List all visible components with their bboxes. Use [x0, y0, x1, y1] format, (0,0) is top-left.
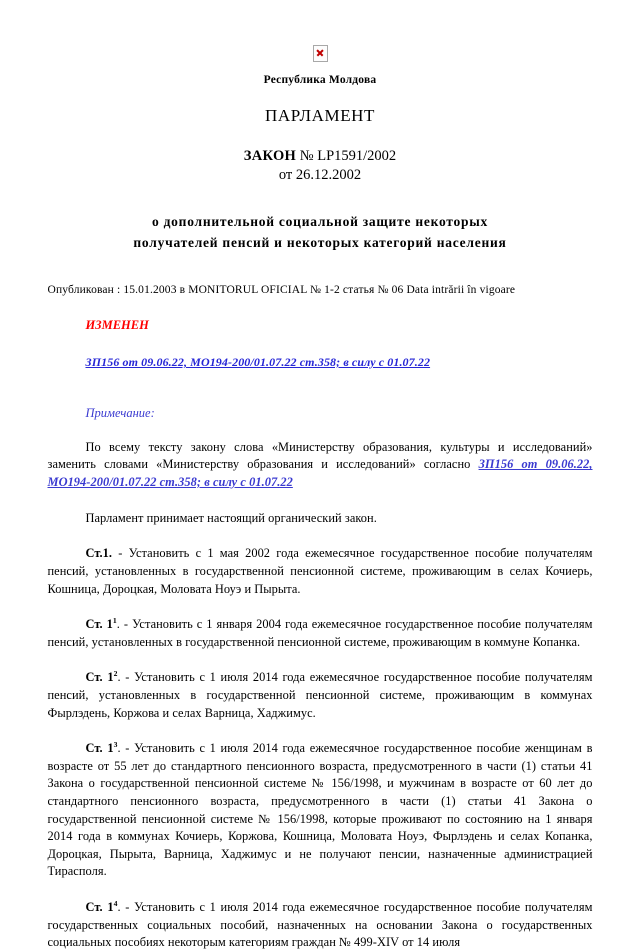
note-paragraph — [48, 439, 593, 492]
law-number-sign: № — [299, 148, 314, 164]
article-marker-4-base: Ст. 1 — [85, 741, 114, 756]
preamble-paragraph: Парламент принимает настоящий органический закон. — [85, 510, 377, 525]
document-content — [48, 0, 593, 952]
document-title-line-2: получателей пенсий и некоторых категорий населения — [133, 234, 507, 250]
article-paragraph-1 — [48, 545, 593, 598]
coat-of-arms-container — [48, 44, 593, 62]
article-text-2: . - Установить с 1 января 2004 года ежемесячное государственное пособие получателям пенсий, установленных в государственной пенсионной системе, проживающим в коммуне Копанка. — [47, 617, 593, 649]
law-number: LP1591/2002 — [317, 148, 397, 164]
article-marker-5-superscript: 4 — [113, 898, 118, 908]
amended-label: ИЗМЕНЕН — [85, 317, 149, 332]
article-marker-2-superscript: 1 — [112, 615, 117, 625]
article-marker-2-base: Ст. 1 — [85, 617, 113, 632]
publication-info: Опубликован : 15.01.2003 в MONITORUL OFICIAL № 1-2 статья № 06 Data intrării în vigoare — [47, 283, 516, 296]
article-marker-3-base: Ст. 1 — [85, 670, 114, 685]
law-label: ЗАКОН — [243, 148, 297, 164]
article-marker-5-base: Ст. 1 — [85, 900, 114, 915]
article-paragraph-2 — [48, 616, 593, 651]
article-text-1: - Установить с 1 мая 2002 года ежемесячное государственное пособие получателям пенсий, установленных в государственной пенсионной системе, проживающим в селах Кочиерь, Кошница, Дороцкая, Моловата Ноуэ и Пырыта. — [47, 546, 593, 596]
law-number-line — [48, 148, 593, 165]
note-label: Примечание: — [85, 405, 155, 420]
article-text-4: . - Установить с 1 июля 2014 года ежемесячное государственное пособие женщинам в возрасте от 55 лет до стандартного пенсионного возраста, предусмотренного в части (1) статьи 41 Закона о государственной пенсионной системе № 156/1998, и мужчинам в возрасте от 60 лет до стандартного пенсионного возраста, предусмотренного в части (1) статьи 41 Закона о государственной пенсионной системе № 156/1998, которые проживают по состоянию на 1 января 2014 года в коммунах Кочиерь, Коржова, Кошница, Моловата Ноуэ, Фырлэдень и селах Копанка, Дороцкая, Пырыта, Варница, Хаджимус и не получают пенсии, назначенные администрацией Тирасполя. — [47, 741, 593, 879]
broken-image-icon — [313, 45, 328, 62]
article-paragraph-5 — [48, 899, 593, 952]
article-marker-5 — [86, 900, 118, 914]
republic-heading: Республика Молдова — [263, 74, 377, 86]
article-paragraph-4 — [48, 740, 593, 881]
article-marker-4 — [86, 741, 118, 755]
institution-heading: ПАРЛАМЕНТ — [264, 106, 376, 125]
article-text-5: . - Установить с 1 июля 2014 года ежемесячное государственное пособие получателям государственных социальных пособий, назначенных на основании Закона о государственных социальных пособиях некоторым категориям граждан № 499-XIV от 14 июля — [47, 900, 593, 950]
document-title — [48, 212, 593, 254]
article-text-3: . - Установить с 1 июля 2014 года ежемесячное государственное пособие получателям пенсий, установленных в государственной пенсионной системе, проживающим в коммунах Фырлэдень, Коржова и селах Варница, Хаджимус. — [47, 670, 593, 720]
article-marker-1: Ст.1. — [85, 546, 113, 561]
note-amendment-link[interactable]: ЗП156 от 09.06.22, MO194-200/01.07.22 ст.358; в силу с 01.07.22 — [47, 457, 593, 490]
article-marker-4-superscript: 3 — [113, 740, 118, 750]
amendment-link[interactable]: ЗП156 от 09.06.22, MO194-200/01.07.22 ст.358; в силу с 01.07.22 — [85, 354, 431, 369]
article-marker-3 — [86, 670, 118, 684]
document-title-line-1: о дополнительной социальной защите некоторых — [151, 214, 489, 229]
note-text: По всему тексту закону слова «Министерству образования, культуры и исследований» заменить словами «Министерству образования и исследований» согласно — [47, 439, 593, 472]
article-paragraph-3 — [48, 669, 593, 722]
article-marker-3-superscript: 2 — [113, 669, 118, 679]
article-marker-2 — [86, 617, 117, 631]
law-date: от 26.12.2002 — [278, 167, 362, 183]
